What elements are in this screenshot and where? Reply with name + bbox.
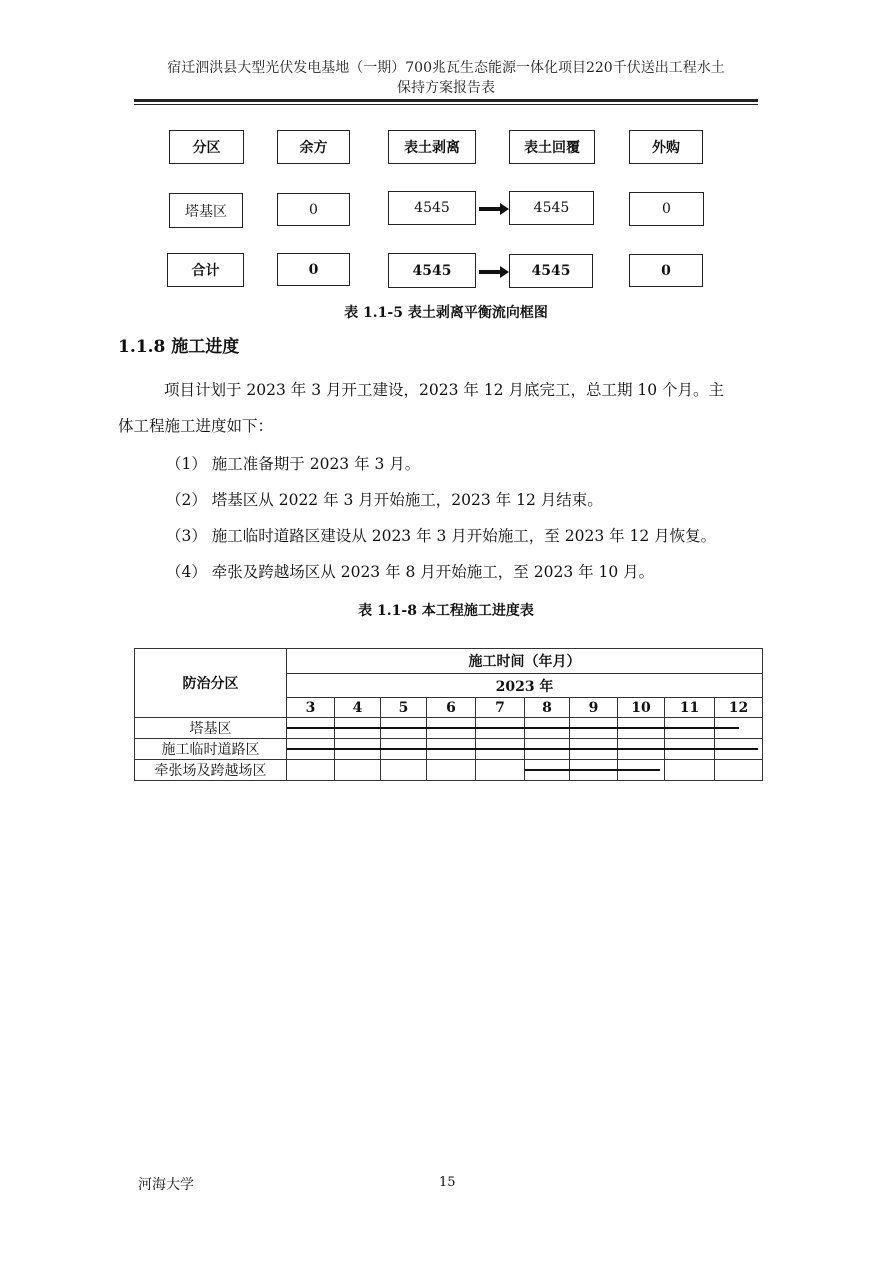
flow-header-surplus: 余方 xyxy=(277,130,350,164)
zone-cell: 塔基区 xyxy=(135,718,287,739)
flow-header-stripping: 表土剥离 xyxy=(388,130,476,164)
schedule-table xyxy=(134,648,763,781)
flow-row1-stripping: 4545 xyxy=(388,191,476,225)
month-header: 9 xyxy=(570,698,618,718)
flow-row2-restoration: 4545 xyxy=(509,254,593,288)
header-rule-thick xyxy=(134,99,758,102)
table-row xyxy=(135,760,763,781)
flow-row2-stripping: 4545 xyxy=(388,253,476,288)
flow-row1-label: 塔基区 xyxy=(169,193,243,228)
schedule-table-caption: 表 1.1-8 本工程施工进度表 xyxy=(358,603,534,619)
list-item: （3） 施工临时道路区建设从 2023 年 3 月开始施工，至 2023 年 12 月恢复。 xyxy=(166,527,717,545)
month-header: 12 xyxy=(715,698,763,718)
intro-paragraph-line2: 体工程施工进度如下： xyxy=(118,417,274,435)
flow-row2-purchase: 0 xyxy=(629,254,703,287)
flow-header-zone: 分区 xyxy=(169,130,244,164)
document-header xyxy=(110,58,782,98)
section-heading: 1.1.8 施工进度 xyxy=(118,337,240,357)
flow-row2-arrow-icon xyxy=(478,265,510,279)
month-header: 7 xyxy=(476,698,525,718)
year-header: 2023 年 xyxy=(287,674,763,698)
footer-institution: 河海大学 xyxy=(138,1177,194,1193)
month-header: 11 xyxy=(665,698,715,718)
zone-cell: 施工临时道路区 xyxy=(135,739,287,760)
header-title-line2: 保持方案报告表 xyxy=(397,80,495,96)
month-header: 10 xyxy=(618,698,665,718)
flow-row1-purchase: 0 xyxy=(629,192,704,226)
flow-row1-restoration: 4545 xyxy=(509,191,594,225)
gantt-bar xyxy=(525,769,660,771)
flow-row1-surplus: 0 xyxy=(277,193,350,226)
flow-row2-label: 合计 xyxy=(167,253,244,287)
header-title-line1: 宿迁泗洪县大型光伏发电基地（一期）700兆瓦生态能源一体化项目220千伏送出工程水土 xyxy=(167,60,725,76)
header-rule-thin xyxy=(134,104,758,105)
intro-paragraph-line1: 项目计划于 2023 年 3 月开工建设，2023 年 12 月底完工，总工期 10 个月。主 xyxy=(164,381,725,399)
month-header: 6 xyxy=(427,698,476,718)
month-header: 8 xyxy=(525,698,570,718)
list-item: （4） 牵张及跨越场区从 2023 年 8 月开始施工，至 2023 年 10 月。 xyxy=(166,563,655,581)
list-item: （1） 施工准备期于 2023 年 3 月。 xyxy=(166,455,421,473)
flow-chart-caption: 表 1.1-5 表土剥离平衡流向框图 xyxy=(344,305,548,321)
month-header: 3 xyxy=(287,698,335,718)
gantt-bar xyxy=(287,727,739,729)
flow-header-restoration: 表土回覆 xyxy=(509,130,595,164)
zone-header: 防治分区 xyxy=(135,649,287,718)
flow-row1-arrow-icon xyxy=(478,202,510,216)
list-item: （2） 塔基区从 2022 年 3 月开始施工，2023 年 12 月结束。 xyxy=(166,491,603,509)
flow-header-purchase: 外购 xyxy=(629,130,703,164)
month-header: 5 xyxy=(381,698,427,718)
month-header: 4 xyxy=(335,698,381,718)
flow-row2-surplus: 0 xyxy=(277,253,350,286)
page-number: 15 xyxy=(439,1175,456,1190)
gantt-bar xyxy=(287,748,758,750)
time-header: 施工时间（年月） xyxy=(287,649,763,674)
zone-cell: 牵张场及跨越场区 xyxy=(135,760,287,781)
